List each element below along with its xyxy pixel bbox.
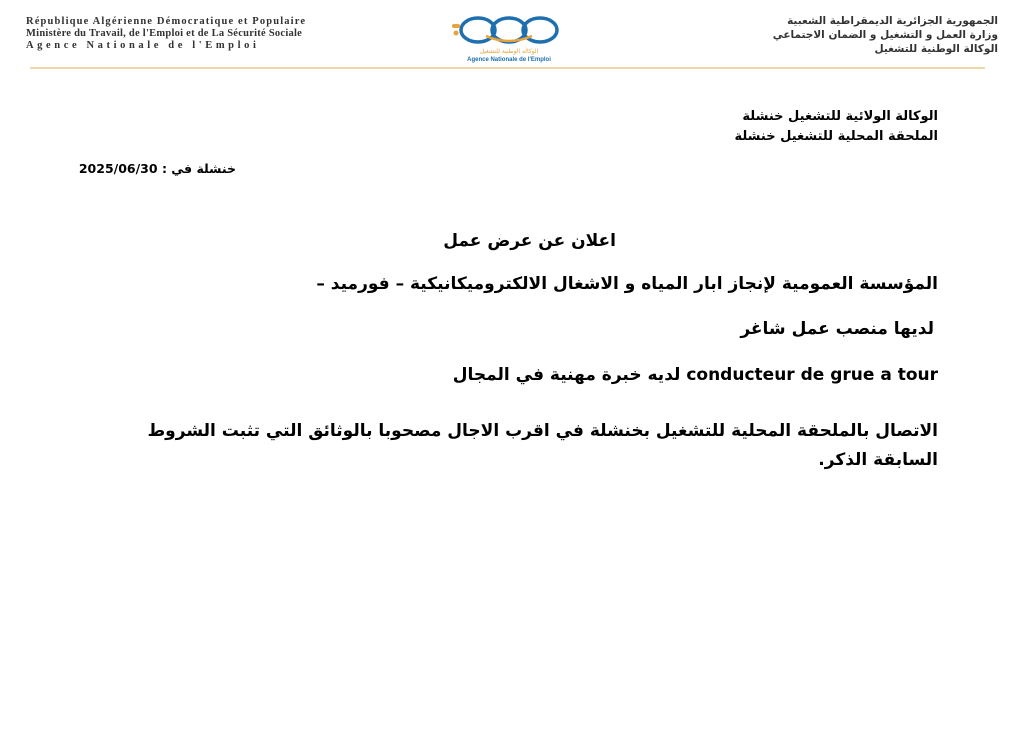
date-value: 2025/06/30	[78, 161, 158, 176]
header-french-line-1: République Algérienne Démocratique et Populaire	[26, 16, 307, 27]
header-french	[26, 16, 426, 52]
header-french-line-3: Agence Nationale de l'Emploi	[26, 40, 260, 51]
header-arabic-line-3: الوكالة الوطنية للتشغيل	[874, 43, 998, 55]
agency-logo	[446, 12, 572, 66]
header-arabic-line-1: الجمهورية الجزائرية الديمقراطية الشعبية	[787, 15, 998, 27]
logo-french-name: Agence Nationale de l'Emploi	[467, 57, 551, 63]
logo-emblem-icon	[446, 12, 572, 48]
issuing-agency	[734, 107, 938, 147]
agency-line-2: الملحقة المحلية للتشغيل خنشلة	[734, 129, 938, 144]
contact-paragraph: الاتصال بالملحقة المحلية للتشغيل بخنشلة في اقرب الاجال مصحوبا بالوثائق التي تثبت الشروط السابقة الذكر.	[147, 421, 938, 470]
job-title: conducteur de grue a tour	[686, 365, 938, 385]
agency-line-1: الوكالة الولائية للتشغيل خنشلة	[742, 109, 938, 124]
vacancy-line: لديها منصب عمل شاغر	[740, 319, 934, 339]
date-label: خنشلة في :	[161, 161, 236, 176]
job-requirement: لديه خبرة مهنية في المجال	[452, 365, 681, 385]
company-line: المؤسسة العمومية لإنجاز ابار المياه و الاشغال الالكتروميكانيكية – فورميد –	[316, 274, 938, 294]
logo-arabic-name: الوكالة الوطنية للتشغيل	[479, 48, 539, 55]
header-arabic	[598, 14, 998, 56]
header-french-line-2: Ministère du Travail, de l'Emploi et de La Sécurité Sociale	[26, 28, 303, 39]
job-line	[453, 365, 938, 385]
announcement-title: اعلان عن عرض عمل	[443, 231, 616, 251]
date-line	[79, 161, 236, 176]
header-divider	[30, 67, 985, 69]
header-arabic-line-2: وزارة العمل و التشغيل و الضمان الاجتماعي	[772, 29, 998, 41]
